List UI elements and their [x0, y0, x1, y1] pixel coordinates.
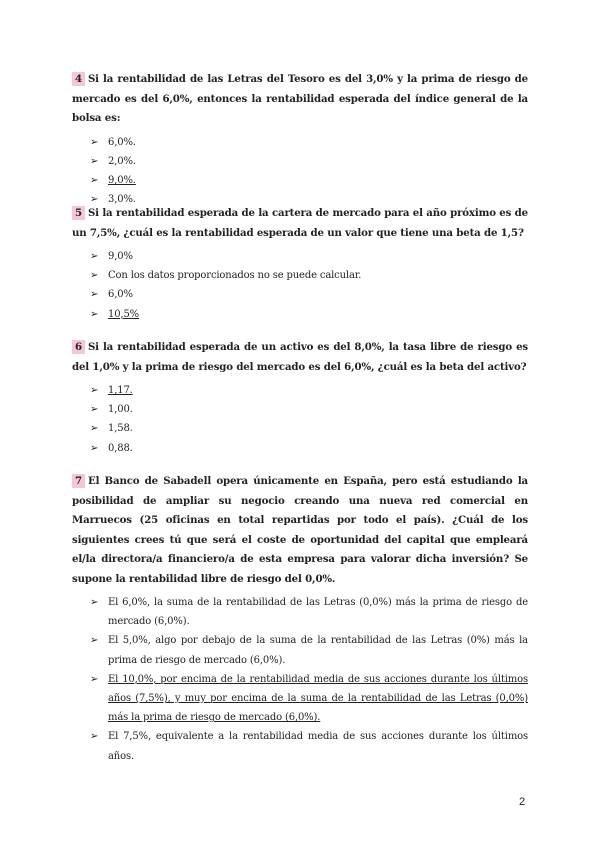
- option-item: [72, 593, 528, 631]
- option-item-correct: [72, 171, 528, 190]
- question-number: 5: [72, 206, 85, 220]
- option-text: El 5,0%, algo por debajo de la suma de la rentabilidad de las Letras (0%) más la prima de riesgo de mercado (6,0%).: [108, 635, 528, 666]
- option-text: 1,58.: [108, 423, 133, 435]
- question-number: 7: [72, 474, 85, 488]
- option-item: [72, 439, 528, 458]
- option-text: El 10,0%, por encima de la rentabilidad media de sus acciones durante los últimos años (7,5%), y muy por encima de la suma de la rentabilidad de las Letras (0,0%) más la prima de riesgo de mercado (6,0%).: [108, 673, 528, 724]
- arrow-bullet-icon: ➢: [90, 597, 99, 608]
- option-item: [72, 419, 528, 438]
- arrow-bullet-icon: ➢: [90, 423, 99, 435]
- option-item: [72, 285, 528, 304]
- option-text: 10,5%: [108, 308, 140, 320]
- question-text: [72, 472, 528, 589]
- option-item: [72, 727, 528, 765]
- arrow-bullet-icon: ➢: [90, 731, 99, 743]
- option-item: [72, 247, 528, 266]
- arrow-bullet-icon: ➢: [90, 289, 99, 301]
- question-text: [72, 70, 528, 129]
- arrow-bullet-icon: ➢: [90, 385, 99, 396]
- question-text: [72, 338, 528, 377]
- option-text: 3,0%.: [108, 194, 136, 206]
- arrow-bullet-icon: ➢: [90, 635, 99, 647]
- option-text: 9,0%: [108, 251, 133, 262]
- option-item-correct: [72, 381, 528, 400]
- option-text: 6,0%.: [108, 136, 136, 148]
- option-item: [72, 266, 528, 285]
- option-item: [72, 631, 528, 669]
- question-statement: Si la rentabilidad de las Letras del Tesoro es del 3,0% y la prima de riesgo de mercado es del 6,0%, entonces la rentabilidad esperada del índice general de la bolsa es:: [72, 73, 528, 124]
- option-item: [72, 400, 528, 419]
- arrow-bullet-icon: ➢: [90, 155, 99, 167]
- arrow-bullet-icon: ➢: [90, 251, 99, 262]
- arrow-bullet-icon: ➢: [90, 442, 99, 454]
- options-list: [72, 593, 528, 766]
- option-text: 2,0%.: [108, 155, 136, 167]
- question-statement: Si la rentabilidad esperada de la cartera de mercado para el año próximo es de un 7,5%, ¿cuál es la rentabilidad esperada de un valor que tiene una beta de 1,5?: [72, 207, 528, 239]
- question-statement: El Banco de Sabadell opera únicamente en España, pero está estudiando la posibilidad de ampliar su negocio creando una nueva red comercial en Marruecos (25 oficinas en total repartidas por todo el país). ¿Cuál de los siguientes crees tú que será el coste de oportunidad del capital que empleará el/la directora/a financiero/a de esta empresa para valorar dicha inversión? Se supone la rentabilidad libre de riesgo del 0,0%.: [72, 475, 528, 585]
- option-text: El 6,0%, la suma de la rentabilidad de las Letras (0,0%) más la prima de riesgo de mercado (6,0%).: [108, 597, 528, 628]
- option-item: [72, 133, 528, 152]
- question-5: [72, 204, 528, 324]
- option-text: 6,0%: [108, 289, 133, 301]
- options-list: [72, 381, 528, 458]
- option-text: 9,0%.: [108, 174, 136, 186]
- options-list: [72, 133, 528, 210]
- arrow-bullet-icon: ➢: [90, 174, 99, 186]
- option-text: 0,88.: [108, 442, 133, 454]
- question-number: 4: [72, 72, 85, 86]
- option-item-correct: [72, 670, 528, 728]
- question-6: [72, 338, 528, 458]
- option-text: 1,00.: [108, 404, 133, 416]
- arrow-bullet-icon: ➢: [90, 308, 99, 320]
- arrow-bullet-icon: ➢: [90, 136, 99, 148]
- question-text: [72, 204, 528, 243]
- option-item: [72, 152, 528, 171]
- question-number: 6: [72, 340, 85, 354]
- arrow-bullet-icon: ➢: [90, 270, 99, 282]
- option-text: El 7,5%, equivalente a la rentabilidad media de sus acciones durante los últimos años.: [108, 731, 528, 762]
- option-text: Con los datos proporcionados no se puede calcular.: [108, 270, 362, 282]
- option-item-correct: [72, 305, 528, 324]
- arrow-bullet-icon: ➢: [90, 194, 99, 206]
- page-number: 2: [519, 796, 526, 808]
- question-7: [72, 472, 528, 766]
- option-text: 1,17.: [108, 385, 133, 396]
- arrow-bullet-icon: ➢: [90, 404, 99, 416]
- question-statement: Si la rentabilidad esperada de un activo es del 8,0%, la tasa libre de riesgo es del 1,0% y la prima de riesgo del mercado es del 6,0%, ¿cuál es la beta del activo?: [72, 341, 528, 373]
- question-4: [72, 70, 528, 209]
- arrow-bullet-icon: ➢: [90, 673, 99, 685]
- options-list: [72, 247, 528, 324]
